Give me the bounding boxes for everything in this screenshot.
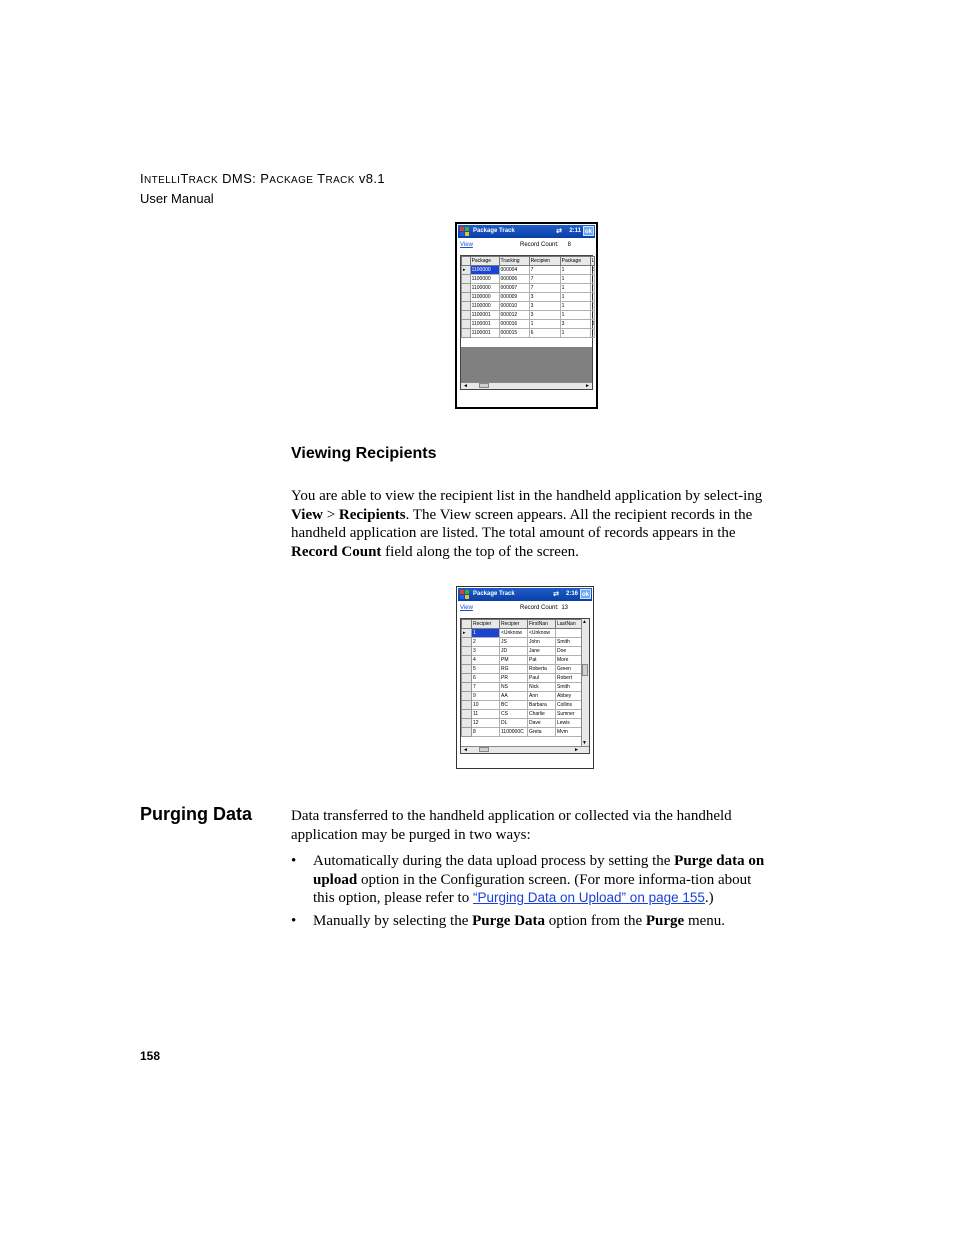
packages-grid[interactable] [460, 255, 593, 390]
row-header[interactable] [462, 293, 471, 302]
table-cell[interactable]: 2 [472, 638, 500, 647]
connectivity-icon[interactable]: ⇄ [553, 591, 559, 598]
record-count-label: Record Count: [520, 605, 559, 611]
row-header[interactable] [462, 701, 472, 710]
column-header[interactable]: Recipier [472, 620, 500, 629]
table-cell[interactable]: 000009 [499, 293, 529, 302]
scroll-thumb[interactable] [582, 664, 588, 676]
scroll-left-icon[interactable]: ◄ [463, 747, 468, 753]
purge-methods-list [291, 852, 766, 934]
table-cell[interactable]: 5 [472, 665, 500, 674]
paragraph-purging-intro: Data transferred to the handheld application or collected via the handheld application may be purged in two ways: [291, 808, 732, 843]
menu-bar [458, 238, 595, 251]
scroll-left-icon[interactable]: ◄ [463, 383, 468, 389]
row-header[interactable] [462, 656, 472, 665]
column-header[interactable]: FirstNan [528, 620, 556, 629]
bullet: • [291, 853, 297, 869]
menu-bar [458, 601, 592, 614]
column-header[interactable]: Package [470, 257, 499, 266]
heading-purging-data: Purging Data [140, 804, 253, 824]
horizontal-scrollbar[interactable] [461, 382, 592, 389]
table-row[interactable] [462, 665, 584, 674]
row-header[interactable] [462, 683, 472, 692]
table-cell[interactable]: 11 [472, 710, 500, 719]
table-cell[interactable]: Green [556, 665, 584, 674]
table-cell[interactable]: John [528, 638, 556, 647]
view-menu[interactable]: View [460, 242, 473, 248]
table-cell[interactable]: <Unknow [528, 629, 556, 638]
table-cell[interactable]: 7 [529, 284, 560, 293]
column-header[interactable]: L [591, 258, 595, 264]
row-header[interactable] [462, 674, 472, 683]
column-header[interactable]: Package [560, 257, 590, 266]
row-header[interactable] [462, 284, 471, 293]
screenshot-packages-view [455, 222, 598, 409]
table-cell[interactable]: ( [591, 294, 594, 300]
table-row[interactable] [462, 311, 595, 320]
table-cell[interactable]: Paul [528, 674, 556, 683]
windows-start-icon[interactable] [460, 227, 469, 236]
current-row-indicator[interactable]: ▸ [462, 629, 472, 638]
table-cell[interactable]: 12 [472, 719, 500, 728]
table-cell[interactable]: 0 [591, 267, 595, 273]
table-cell[interactable]: 3 [529, 311, 560, 320]
clock: 2:11 [569, 228, 581, 234]
table-row[interactable] [462, 647, 584, 656]
bullet: • [291, 912, 297, 929]
row-header-corner [462, 620, 472, 629]
row-header[interactable] [462, 665, 472, 674]
table-row[interactable] [462, 275, 595, 284]
table-cell[interactable]: 000006 [499, 275, 529, 284]
table-cell[interactable]: 1100000 [470, 302, 499, 311]
table-cell[interactable]: PR [500, 674, 528, 683]
purging-data-on-upload-link[interactable]: “Purging Data on Upload” on page 155 [472, 890, 705, 906]
table-row[interactable] [462, 674, 584, 683]
row-header[interactable] [462, 728, 472, 737]
connectivity-icon[interactable]: ⇄ [556, 228, 562, 235]
scroll-right-icon[interactable]: ► [585, 383, 590, 389]
table-cell[interactable]: 1100000 [470, 275, 499, 284]
row-header[interactable] [462, 302, 471, 311]
table-cell[interactable]: 000016 [499, 320, 529, 329]
table-cell[interactable]: 9 [472, 692, 500, 701]
row-header[interactable] [462, 719, 472, 728]
table-row[interactable] [462, 728, 584, 737]
table-cell[interactable]: 1100000 [470, 266, 499, 275]
screenshot-recipients-view [456, 586, 594, 769]
table-cell[interactable]: Mvm [556, 728, 584, 737]
column-header[interactable]: Recipien [529, 257, 560, 266]
table-cell[interactable]: 6 [529, 329, 560, 338]
table-cell[interactable]: 000010 [499, 302, 529, 311]
table-cell[interactable]: 000004 [499, 266, 529, 275]
windows-start-icon[interactable] [460, 590, 469, 599]
table-cell[interactable]: 1 [560, 311, 590, 320]
table-cell[interactable]: <Unknow [500, 629, 528, 638]
table-cell[interactable]: Greta [528, 728, 556, 737]
table-cell[interactable]: Jane [528, 647, 556, 656]
table-cell[interactable]: 6 [472, 674, 500, 683]
table-row[interactable] [462, 710, 584, 719]
table-cell[interactable]: 1100000 [470, 293, 499, 302]
scroll-down-icon[interactable]: ▼ [582, 740, 587, 746]
table-cell[interactable]: Sumner [556, 710, 584, 719]
scroll-thumb[interactable] [479, 747, 489, 752]
table-row[interactable] [462, 692, 584, 701]
table-cell[interactable] [556, 629, 584, 638]
column-header[interactable]: Recipier [500, 620, 528, 629]
row-header-corner [462, 257, 471, 266]
table-cell[interactable]: Smith [556, 683, 584, 692]
record-count-value: 8 [567, 242, 571, 248]
table-row[interactable] [462, 302, 595, 311]
table-cell[interactable]: 1 [560, 293, 590, 302]
table-cell[interactable]: 1 [560, 275, 590, 284]
table-cell[interactable]: 000007 [499, 284, 529, 293]
table-cell[interactable]: 1100001 [470, 329, 499, 338]
table-cell[interactable]: Barbara [528, 701, 556, 710]
table-row[interactable] [462, 638, 584, 647]
table-row[interactable] [462, 656, 584, 665]
table-cell[interactable]: 1100001 [470, 311, 499, 320]
table-row[interactable] [462, 629, 584, 638]
clock: 2:16 [565, 591, 578, 597]
ok-button[interactable]: ok [583, 226, 594, 236]
table-row[interactable] [462, 683, 584, 692]
table-cell[interactable]: 7 [529, 275, 560, 284]
table-cell[interactable]: 000012 [499, 311, 529, 320]
table-cell[interactable]: ( [591, 303, 594, 309]
running-header [140, 170, 385, 208]
table-cell[interactable]: ( [591, 330, 594, 336]
table-cell[interactable]: ( [591, 276, 594, 282]
table-cell[interactable]: JD [500, 647, 528, 656]
table-cell[interactable]: BC [500, 701, 528, 710]
table-row[interactable] [462, 284, 595, 293]
table-cell[interactable]: Smith [556, 638, 584, 647]
table-cell[interactable]: 10 [472, 701, 500, 710]
table-cell[interactable]: 4 [472, 656, 500, 665]
table-cell[interactable]: 1100000C [500, 728, 528, 737]
table-cell[interactable]: Lewis [556, 719, 584, 728]
table-row[interactable] [462, 293, 595, 302]
table-cell[interactable]: ( [591, 312, 594, 318]
table-cell[interactable]: 3 [529, 293, 560, 302]
vertical-scrollbar[interactable] [581, 619, 589, 746]
table-cell[interactable]: 000015 [499, 329, 529, 338]
table-cell[interactable]: Ann [528, 692, 556, 701]
heading-viewing-recipients: Viewing Recipients [291, 445, 437, 462]
table-cell[interactable]: JS [500, 638, 528, 647]
table-row[interactable] [462, 719, 584, 728]
table-cell[interactable]: 1 [560, 266, 590, 275]
paragraph-viewing-recipients: You are able to view the recipient list in the handheld application by select-ing View > Recipients. The View screen appears. All the recipient records in the handheld application are listed. The total amount of records appears in the Record Count field along the top of the screen. [291, 488, 763, 560]
table-cell[interactable]: Collins [556, 701, 584, 710]
record-count-label: Record Count: [520, 242, 559, 248]
row-header[interactable] [462, 647, 472, 656]
record-count-value: 13 [561, 605, 568, 611]
table-row[interactable] [462, 329, 595, 338]
current-row-indicator[interactable]: ▸ [462, 266, 471, 275]
table-row[interactable] [462, 266, 595, 275]
table-cell[interactable]: 3 [529, 302, 560, 311]
row-header[interactable] [462, 638, 472, 647]
table-cell[interactable]: Charlie [528, 710, 556, 719]
horizontal-scrollbar[interactable] [461, 746, 589, 753]
page-number: 158 [140, 1049, 161, 1063]
app-title: Package Track [473, 591, 515, 597]
recipients-grid[interactable] [460, 618, 590, 754]
row-header[interactable] [462, 710, 472, 719]
manual-title: INTELLITRACK DMS: PACKAGE TRACK v8.1 [140, 171, 386, 186]
table-cell[interactable]: NS [500, 683, 528, 692]
table-cell[interactable]: More [556, 656, 584, 665]
row-header[interactable] [462, 311, 471, 320]
table-cell[interactable]: 1 [560, 329, 590, 338]
table-cell[interactable]: Nick [528, 683, 556, 692]
table-row[interactable] [462, 701, 584, 710]
table-cell[interactable]: 1100000 [470, 284, 499, 293]
table-cell[interactable]: 1 [529, 320, 560, 329]
empty-grid-area [461, 347, 592, 382]
ok-button[interactable]: ok [580, 589, 591, 599]
list-item: • Manually by selecting the Purge Data option from the Purge menu. [291, 912, 726, 929]
column-header[interactable]: LastNan [556, 620, 584, 629]
packages-table [461, 256, 595, 338]
table-cell[interactable]: Abbey [556, 692, 584, 701]
table-cell[interactable]: 1 [560, 302, 590, 311]
column-header[interactable]: Tracking [499, 257, 529, 266]
table-cell[interactable]: 1100001 [470, 320, 499, 329]
row-header[interactable] [462, 329, 471, 338]
table-cell[interactable]: Pat [528, 656, 556, 665]
scroll-up-icon[interactable]: ▲ [582, 619, 587, 625]
table-cell[interactable]: 3 [560, 320, 590, 329]
row-header[interactable] [462, 275, 471, 284]
table-cell[interactable]: PM [500, 656, 528, 665]
table-cell[interactable]: 1 [472, 629, 500, 638]
view-menu[interactable]: View [460, 605, 473, 611]
table-cell[interactable]: ( [591, 285, 594, 291]
table-cell[interactable]: AA [500, 692, 528, 701]
table-cell[interactable]: Roberta [528, 665, 556, 674]
recipients-table [461, 619, 584, 737]
title-bar [458, 225, 595, 238]
table-cell[interactable]: 7 [472, 683, 500, 692]
scroll-thumb[interactable] [479, 383, 489, 388]
table-cell[interactable]: 3 [472, 647, 500, 656]
title-bar [458, 588, 592, 601]
row-header[interactable] [462, 692, 472, 701]
table-cell[interactable]: RG [500, 665, 528, 674]
manual-subtitle: User Manual [140, 191, 214, 206]
table-cell[interactable]: CS [500, 710, 528, 719]
app-title: Package Track [473, 228, 515, 234]
table-cell[interactable]: 1 [560, 284, 590, 293]
table-cell[interactable]: 7 [529, 266, 560, 275]
table-cell[interactable]: Robert [556, 674, 584, 683]
table-cell[interactable]: Doe [556, 647, 584, 656]
table-row[interactable] [462, 320, 595, 329]
table-cell[interactable]: 8 [472, 728, 500, 737]
table-cell[interactable]: DL [500, 719, 528, 728]
row-header[interactable] [462, 320, 471, 329]
table-cell[interactable]: Dave [528, 719, 556, 728]
list-item: • Automatically during the data upload process by setting the Purge data on upload option in the Configuration screen. (For more informa-tion about this option, please refer to “Purging Data on Upload” on page 155.) [291, 853, 765, 907]
scroll-right-icon[interactable]: ► [574, 747, 579, 753]
table-cell[interactable]: 2 [591, 321, 595, 327]
